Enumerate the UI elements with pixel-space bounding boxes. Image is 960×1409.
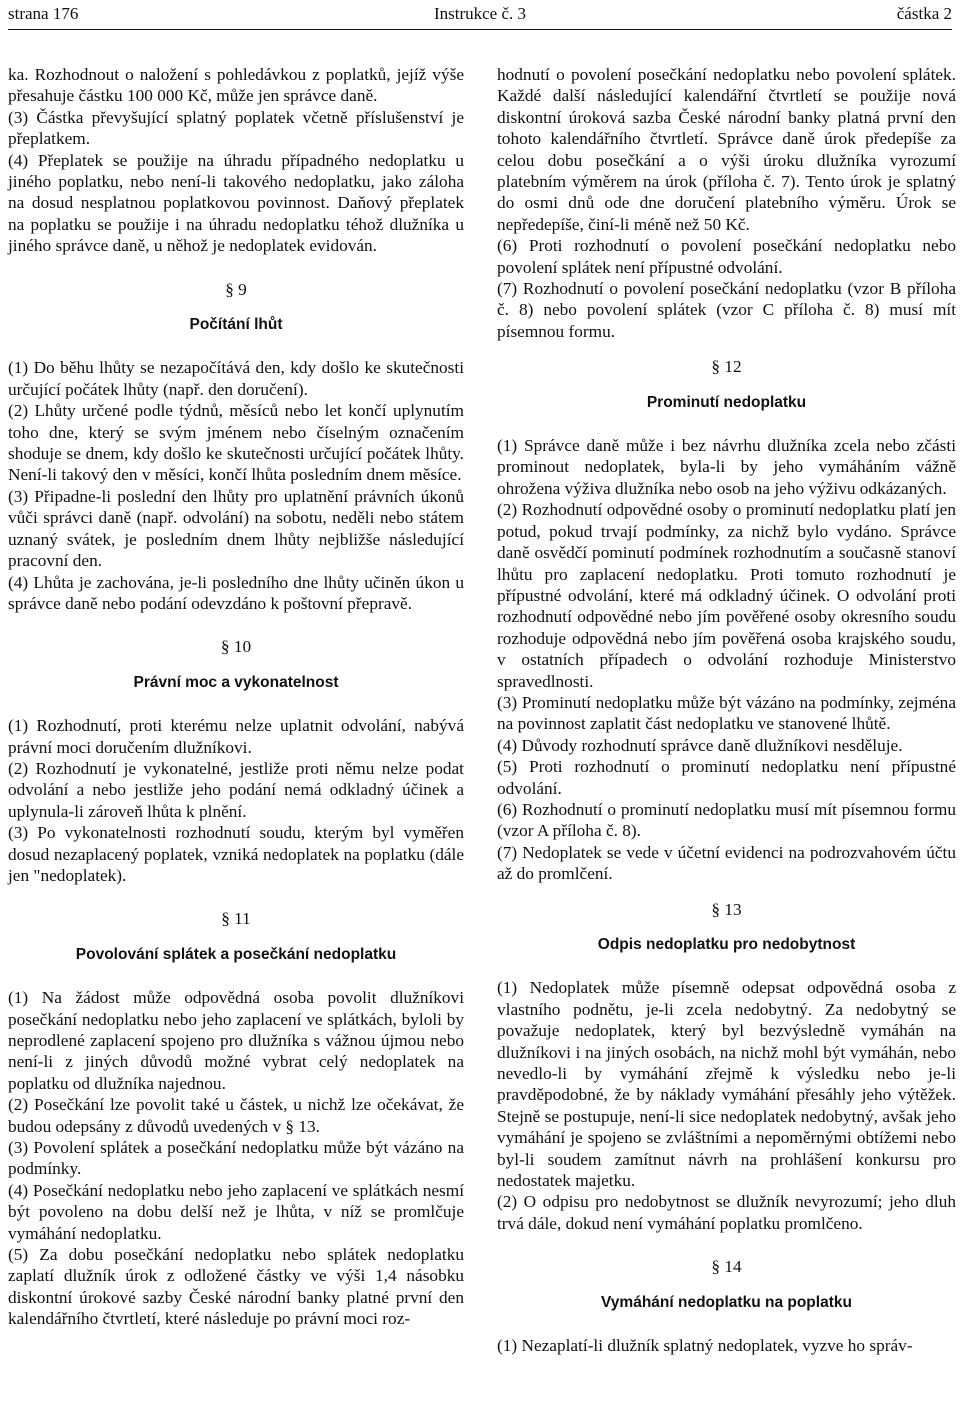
paragraph: ka. Rozhodnout o naložení s pohledávkou z poplatků, jejíž výše přesahuje částku 100 000 Kč, může jen správce daně. (8, 65, 464, 106)
paragraph: (2) Lhůty určené podle týdnů, měsíců nebo let končí uplynutím toho dne, který se svým jménem nebo číselným označením shoduje se dnem, kdy došlo ke skutečnosti určující počátek lhůty. Není-li takový den v měsíci, končí lhůta posledním dnem měsíce. (8, 401, 464, 485)
paragraph: (5) Proti rozhodnutí o prominutí nedoplatku není přípustné odvolání. (497, 757, 956, 798)
paragraph: (4) Přeplatek se použije na úhradu případného nedoplatku u jiného poplatku, nebo není-li takového nedoplatku, jako záloha na dosud nesplatnou poplatkovou povinnost. Daňový přeplatek na poplatku se použije i na úhradu nedoplatku téhož dlužníka u jiného správce daně, u něhož je nedoplatek evidován. (8, 150, 464, 256)
section-number: § 12 (711, 357, 742, 377)
paragraph: (3) Prominutí nedoplatku může být vázáno na podmínky, zejména na povinnost zaplatit část nedoplatku ve stanovené lhůtě. (497, 692, 956, 734)
paragraph: (1) Nezaplatí-li dlužník splatný nedoplatek, vyzve ho správ- (497, 1336, 913, 1356)
section-title: Odpis nedoplatku pro nedobytnost (597, 936, 856, 953)
paragraph: (2) Posečkání lze povolit také u částek, u nichž lze očekávat, že budou odepsány z důvodů uvedených v § 13. (8, 1095, 464, 1136)
header-rule (8, 29, 952, 30)
right-column (497, 64, 956, 1356)
paragraph: (5) Za dobu posečkání nedoplatku nebo splátek nedoplatku zaplatí dlužník úrok z odložené částky ve výši 1,4 násobku diskontní úrokové sazby České národní banky platné první den kalendářního čtvrtletí, které následuje po právní moci roz- (8, 1245, 464, 1329)
left-column (8, 64, 464, 1330)
paragraph: (7) Nedoplatek se vede v účetní evidenci na podrozvahovém účtu až do promlčení. (497, 842, 956, 884)
section-number: § 9 (225, 279, 247, 299)
paragraph: (3) Povolení splátek a posečkání nedoplatku může být vázáno na podmínky. (8, 1138, 464, 1179)
paragraph: (1) Do běhu lhůty se nezapočítává den, kdy došlo ke skutečnosti určující počátek lhůty (např. den doručení). (8, 358, 464, 399)
paragraph: (6) Proti rozhodnutí o povolení posečkání nedoplatku nebo povolení splátek není přípustné odvolání. (497, 236, 956, 277)
section-title: Počítání lhůt (189, 316, 283, 334)
section-title: Právní moc a vykonatelnost (133, 673, 339, 691)
paragraph: (4) Důvody rozhodnutí správce daně dlužníkovi nesděluje. (497, 735, 903, 755)
paragraph: (2) Rozhodnutí odpovědné osoby o prominutí nedoplatku platí jen potud, pokud trvají podmínky, za nichž bylo vydáno. Správce daně osvědčí pominutí podmínek rozhodnutím a současně stanoví lhůtu pro zaplacení nedoplatku. Proti tomuto rozhodnutí je přípustné odvolání, které má odkladný účinek. O odvolání proti rozhodnutí odpovědné nebo jím pověřené osoby okresního soudu rozhoduje odpovědná nebo jím pověřená osoba krajského soudu, v ostatních případech o odvolání rozhoduje Ministerstvo spravedlnosti. (497, 500, 956, 691)
paragraph: (1) Správce daně může i bez návrhu dlužníka zcela nebo zčásti prominout nedoplatek, byla-li by jeho vymáháním vážně ohrožena výživa dlužníka nebo osob na jeho výživu odkázaných. (497, 436, 956, 498)
document-title: Instrukce č. 3 (433, 4, 527, 23)
paragraph: (4) Posečkání nedoplatku nebo jeho zaplacení ve splátkách nesmí být povoleno na dobu delší než je lhůta, v níž se promlčuje vymáhání nedoplatku. (8, 1180, 464, 1243)
paragraph: (4) Lhůta je zachována, je-li posledního dne lhůty učiněn úkon u správce daně nebo podání odevzdáno k poštovní přepravě. (8, 572, 464, 613)
paragraph: (3) Připadne-li poslední den lhůty pro uplatnění právních úkonů vůči správci daně (např. odvolání) na sobotu, neděli nebo státem uznaný svátek, je posledním dnem lhůty nejbližše následující pracovní den. (8, 486, 464, 571)
section-number: § 10 (220, 637, 252, 657)
paragraph: (3) Po vykonatelnosti rozhodnutí soudu, kterým byl vyměřen dosud nezaplacený poplatek, vzniká nedoplatek na poplatku (dále jen "nedoplatek). (8, 823, 464, 885)
page-number: strana 176 (8, 4, 79, 23)
section-title: Povolování splátek a posečkání nedoplatku (75, 945, 397, 963)
paragraph: (3) Částka převyšující splatný poplatek včetně příslušenství je přeplatkem. (8, 107, 464, 149)
paragraph: (2) Rozhodnutí je vykonatelné, jestliže proti němu nelze podat odvolání a nebo jestliže jeho podání nemá odkladný účinek a uplynula-li zároveň lhůta k plnění. (8, 758, 464, 821)
section-title: Prominutí nedoplatku (646, 393, 807, 411)
section-number: § 14 (711, 1257, 742, 1277)
section-number: § 13 (711, 899, 742, 919)
page-header (8, 2, 952, 28)
paragraph: (1) Nedoplatek může písemně odepsat odpovědná osoba z vlastního podnětu, je-li zcela nedobytný. Za nedobytný se považuje nedoplatek, který byl bezvýsledně vymáhán na dlužníkovi i na jiných osobách, na nichž mohl být vymáhán, nebo nevedlo-li by vymáhání zřejmě k výsledku nebo je-li pravděpodobné, že by náklady vymáhání přesáhly jeho výtěžek. Stejně se postupuje, není-li sice nedoplatek nedobytný, avšak jeho vymáhání je spojeno se zvláštními a nepoměrnými obtížemi nebo byl-li soudem zamítnut návrh na prohlášení konkursu pro nedostatek majetku. (497, 978, 956, 1191)
paragraph: (7) Rozhodnutí o povolení posečkání nedoplatku (vzor B příloha č. 8) nebo povolení splátek (vzor C příloha č. 8) musí mít písemnou formu. (497, 279, 956, 341)
paragraph: (6) Rozhodnutí o prominutí nedoplatku musí mít písemnou formu (vzor A příloha č. 8). (497, 799, 956, 841)
paragraph: (1) Rozhodnutí, proti kterému nelze uplatnit odvolání, nabývá právní moci doručením dlužníkovi. (8, 716, 464, 757)
paragraph: (2) O odpisu pro nedobytnost se dlužník nevyrozumí; jeho dluh trvá dále, dokud není vymáhání poplatku promlčeno. (497, 1192, 956, 1233)
section-number: § 11 (221, 909, 251, 929)
section-title: Vymáhání nedoplatku na poplatku (601, 1293, 852, 1311)
issue-part: částka 2 (896, 4, 952, 23)
paragraph: (1) Na žádost může odpovědná osoba povolit dlužníkovi posečkání nedoplatku nebo jeho zaplacení ve splátkách, byloli by neprodlené zaplacení spojeno pro dlužníka s vážnou újmou nebo není-li z jiných důvodů možné vybrat celý nedoplatek na poplatku od dlužníka najednou. (8, 988, 464, 1093)
paragraph: hodnutí o povolení posečkání nedoplatku nebo povolení splátek. Každé další následující kalendářní čtvrtletí se použije nová diskontní úroková sazba České národní banky platná první den tohoto kalendářního čtvrtletí. Správce daně úrok předepíše za celou dobu posečkání a o výši úroku dlužníka vyrozumí platebním výměrem na úrok (příloha č. 7). Tento úrok je splatný do osmi dnů ode dne doručení platebního výměru. Úrok se nepředepíše, činí-li méně než 50 Kč. (497, 65, 956, 234)
